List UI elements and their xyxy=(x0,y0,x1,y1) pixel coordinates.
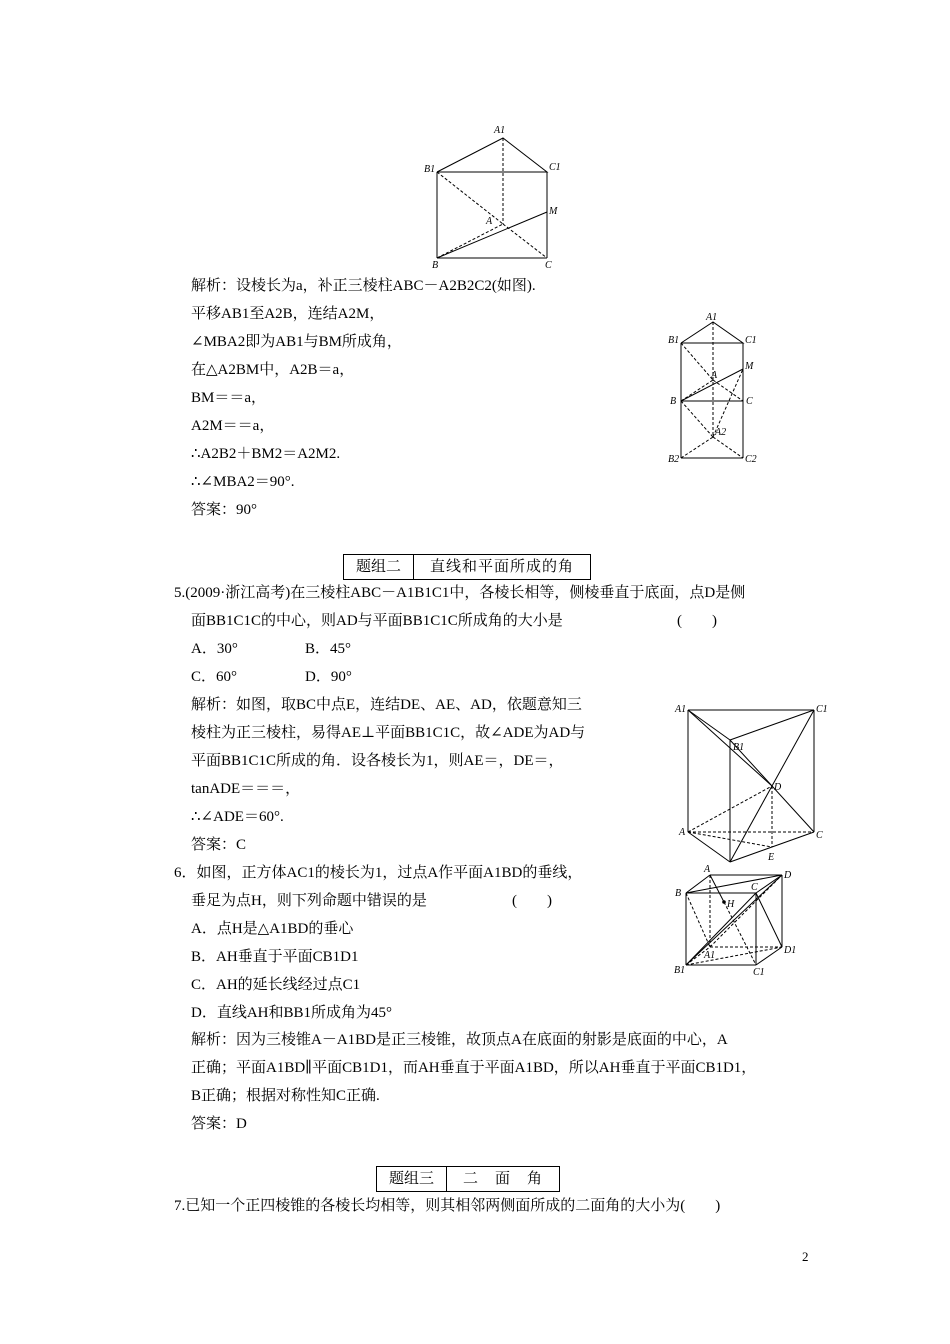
fig4-label-C1: C1 xyxy=(753,967,765,978)
fig1-label-B1: B1 xyxy=(424,164,436,175)
fig4-bd xyxy=(686,875,782,893)
q6-option-a: A．点H是△A1BD的垂心 xyxy=(191,921,354,937)
fig2-label-C2: C2 xyxy=(745,454,757,465)
q6-solution-line1: 解析：因为三棱锥A－A1BD是正三棱锥，故顶点A在底面的射影是底面的中心，A xyxy=(191,1032,728,1048)
fig4-label-C: C xyxy=(751,882,758,893)
fig1-label-A1: A1 xyxy=(494,125,506,136)
fig1-label-B: B xyxy=(432,260,439,271)
fig1-label-M: M xyxy=(549,206,558,217)
fig4-hc1 xyxy=(724,902,756,965)
q5-solution-line3: 平面BB1C1C所成的角．设各棱长为1，则AE＝，DE＝， xyxy=(191,753,564,769)
fig4-label-D1: D1 xyxy=(784,945,797,956)
q6-solution-line2: 正确；平面A1BD∥平面CB1D1，而AH垂直于平面A1BD，所以AH垂直于平面CB1D1， xyxy=(191,1060,757,1076)
fig2-label-B: B xyxy=(670,396,677,407)
q6-solution-line3: B正确；根据对称性知C正确. xyxy=(191,1088,380,1104)
fig4-label-D: D xyxy=(784,870,792,881)
q5-option-d: D．90° xyxy=(305,669,352,685)
q6-paren: ( ) xyxy=(512,893,552,909)
fig2-label-M: M xyxy=(745,361,754,372)
fig4-label-H: H xyxy=(727,899,735,910)
q5-stem-line2: 面BB1C1C的中心，则AD与平面BB1C1C所成角的大小是 xyxy=(191,613,563,629)
group2-label: 题组二 xyxy=(344,555,414,579)
fig2-label-B2: B2 xyxy=(668,454,680,465)
q5-solution-line2: 棱柱为正三棱柱，易得AE⊥平面BB1C1C，故∠ADE为AD与 xyxy=(191,725,586,741)
fig3-label-D: D xyxy=(774,782,782,793)
fig2-label-B1: B1 xyxy=(668,335,680,346)
group2-title: 直线和平面所成的角 xyxy=(430,559,575,575)
fig3-label-C1: C1 xyxy=(816,704,828,715)
s4-solution-line3: ∠MBA2即为AB1与BM所成角， xyxy=(191,334,402,350)
s4-solution-line1: 解析：设棱长为a，补正三棱柱ABC－A2B2C2(如图). xyxy=(191,278,536,294)
fig4-bd-b1 xyxy=(686,875,782,965)
s4-solution-line7: ∴A2B2＋BM2＝A2M2. xyxy=(191,446,341,462)
fig1-label-C: C xyxy=(545,260,552,271)
fig4-label-B: B xyxy=(675,888,682,899)
s4-answer: 答案：90° xyxy=(191,502,257,518)
fig1-label-C1: C1 xyxy=(549,162,561,173)
fig3-label-B1: B1 xyxy=(733,742,745,753)
fig4-cd1 xyxy=(756,893,782,947)
page-number: 2 xyxy=(802,1249,809,1264)
fig1-label-A: A xyxy=(486,216,493,227)
fig4-label-A1: A1 xyxy=(704,950,716,961)
q5-option-b: B．45° xyxy=(305,641,352,657)
fig2-label-A1: A1 xyxy=(706,312,718,323)
s4-solution-line4: 在△A2BM中，A2B＝a， xyxy=(191,362,355,378)
fig4-point-h xyxy=(722,900,726,904)
group3-label: 题组三 xyxy=(377,1167,447,1191)
s4-solution-line6: A2M＝＝a， xyxy=(191,418,275,434)
q5-answer: 答案：C xyxy=(191,837,247,853)
q5-solution-line5: ∴∠ADE＝60°. xyxy=(191,809,284,825)
q6-option-d: D．直线AH和BB1所成角为45° xyxy=(191,1005,393,1021)
q6-option-c: C．AH的延长线经过点C1 xyxy=(191,977,361,993)
fig4-bot-right xyxy=(756,947,782,965)
s4-solution-line8: ∴∠MBA2＝90°. xyxy=(191,474,295,490)
q7-stem: 7.已知一个正四棱锥的各棱长均相等，则其相邻两侧面所成的二面角的大小为( ) xyxy=(174,1198,721,1214)
q6-answer: 答案：D xyxy=(191,1116,247,1132)
q6-stem-line1: 6．如图，正方体AC1的棱长为1，过点A作平面A1BD的垂线， xyxy=(174,865,583,881)
fig2-label-C1: C1 xyxy=(745,335,757,346)
fig3-label-A: A xyxy=(679,827,686,838)
group2-header xyxy=(343,554,591,580)
fig4-a1d xyxy=(710,875,782,947)
q5-solution-line1: 解析：如图，取BC中点E，连结DE、AE、AD，依题意知三 xyxy=(191,697,582,713)
q5-option-c: C．60° xyxy=(191,669,238,685)
fig3-label-A1: A1 xyxy=(675,704,687,715)
fig2-label-A: A xyxy=(711,370,718,381)
s4-solution-line5: BM＝＝a， xyxy=(191,390,267,406)
group3-header xyxy=(376,1166,560,1192)
q5-paren: ( ) xyxy=(677,613,717,629)
q6-option-b: B．AH垂直于平面CB1D1 xyxy=(191,949,359,965)
group3-title: 二 面 角 xyxy=(463,1171,544,1187)
q5-option-a: A．30° xyxy=(191,641,238,657)
q5-solution-line4: tanADE＝＝＝， xyxy=(191,781,301,797)
fig2-label-A2: A2 xyxy=(715,427,727,438)
fig3-label-E: E xyxy=(768,852,775,863)
fig4-label-A: A xyxy=(704,864,711,875)
fig2-label-C: C xyxy=(746,396,753,407)
s4-solution-line2: 平移AB1至A2B，连结A2M， xyxy=(191,306,385,322)
q6-stem-line2: 垂足为点H，则下列命题中错误的是 xyxy=(191,893,427,909)
q5-stem-line1: 5.(2009·浙江高考)在三棱柱ABC－A1B1C1中，各棱长相等，侧棱垂直于底面，点D是侧 xyxy=(174,585,746,601)
fig4-label-B1: B1 xyxy=(674,965,686,976)
fig4-a1b xyxy=(686,893,710,947)
fig3-label-C: C xyxy=(816,830,823,841)
